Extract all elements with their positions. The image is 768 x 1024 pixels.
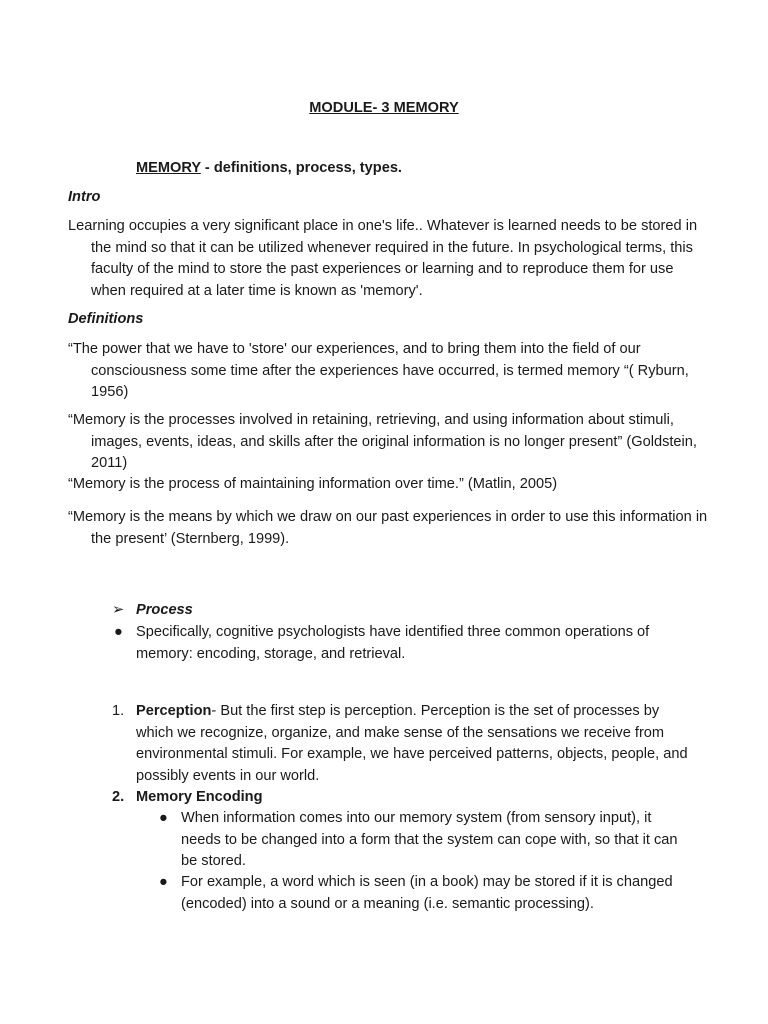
bullet-dot-icon: ● — [114, 624, 123, 640]
step-memory-encoding — [112, 787, 696, 809]
step-title: Perception — [136, 703, 212, 719]
page-title: MODULE- 3 MEMORY — [309, 100, 459, 116]
definition-item: “The power that we have to 'store' our experiences, and to bring them into the field of our consciousness some time after the experiences have occurred, is termed memory “( Ryburn, 1956) — [68, 341, 689, 400]
encoding-bullet-text: For example, a word which is seen (in a book) may be stored if it is changed (encoded) into a sound or a meaning (i.e. semantic processing). — [181, 874, 673, 912]
bullet-dot-icon: ● — [159, 810, 168, 826]
step-number: 2. — [112, 789, 125, 805]
bullet-dot-icon: ● — [159, 874, 168, 890]
definition-item: “Memory is the process of maintaining information over time.” (Matlin, 2005) — [68, 476, 558, 492]
definition-item: “Memory is the means by which we draw on our past experiences in order to use this information in the present’ (Sternberg, 1999). — [68, 509, 708, 547]
process-bullet — [114, 622, 696, 665]
definitions-label: Definitions — [68, 311, 144, 327]
heading-keyword: MEMORY — [136, 160, 201, 176]
step-perception — [112, 701, 696, 787]
intro-paragraph: Learning occupies a very significant place in one's life.. Whatever is learned needs to be stored in the mind so that it can be utilized whenever required in the future. In psychological terms, this faculty of the mind to store the past experiences or learning and to reproduce them for use when required at a later time is known as 'memory'. — [68, 218, 698, 299]
encoding-bullet — [159, 872, 686, 915]
step-text: - But the first step is perception. Perception is the set of processes by which we recognize, organize, and make sense of the sensations we receive from environmental stimuli. For example, we have perceived patterns, objects, people, and possibly events in our world. — [136, 703, 688, 784]
step-title: Memory Encoding — [136, 789, 263, 805]
intro-label: Intro — [68, 189, 101, 205]
process-bullet-text: Specifically, cognitive psychologists have identified three common operations of memory: encoding, storage, and retrieval. — [136, 624, 650, 662]
definition-item: “Memory is the processes involved in retaining, retrieving, and using information about stimuli, images, events, ideas, and skills after the original information is no longer present” (Goldstein, 2011) — [68, 412, 697, 471]
encoding-bullet — [159, 808, 686, 873]
section-heading — [136, 160, 402, 176]
process-label: Process — [136, 602, 193, 618]
step-number: 1. — [112, 703, 125, 719]
arrow-bullet-icon: ➢ — [112, 602, 125, 618]
encoding-bullet-text: When information comes into our memory system (from sensory input), it needs to be changed into a form that the system can cope with, so that it can be stored. — [181, 810, 678, 869]
process-heading — [112, 601, 193, 618]
heading-rest: - definitions, process, types. — [200, 160, 402, 176]
